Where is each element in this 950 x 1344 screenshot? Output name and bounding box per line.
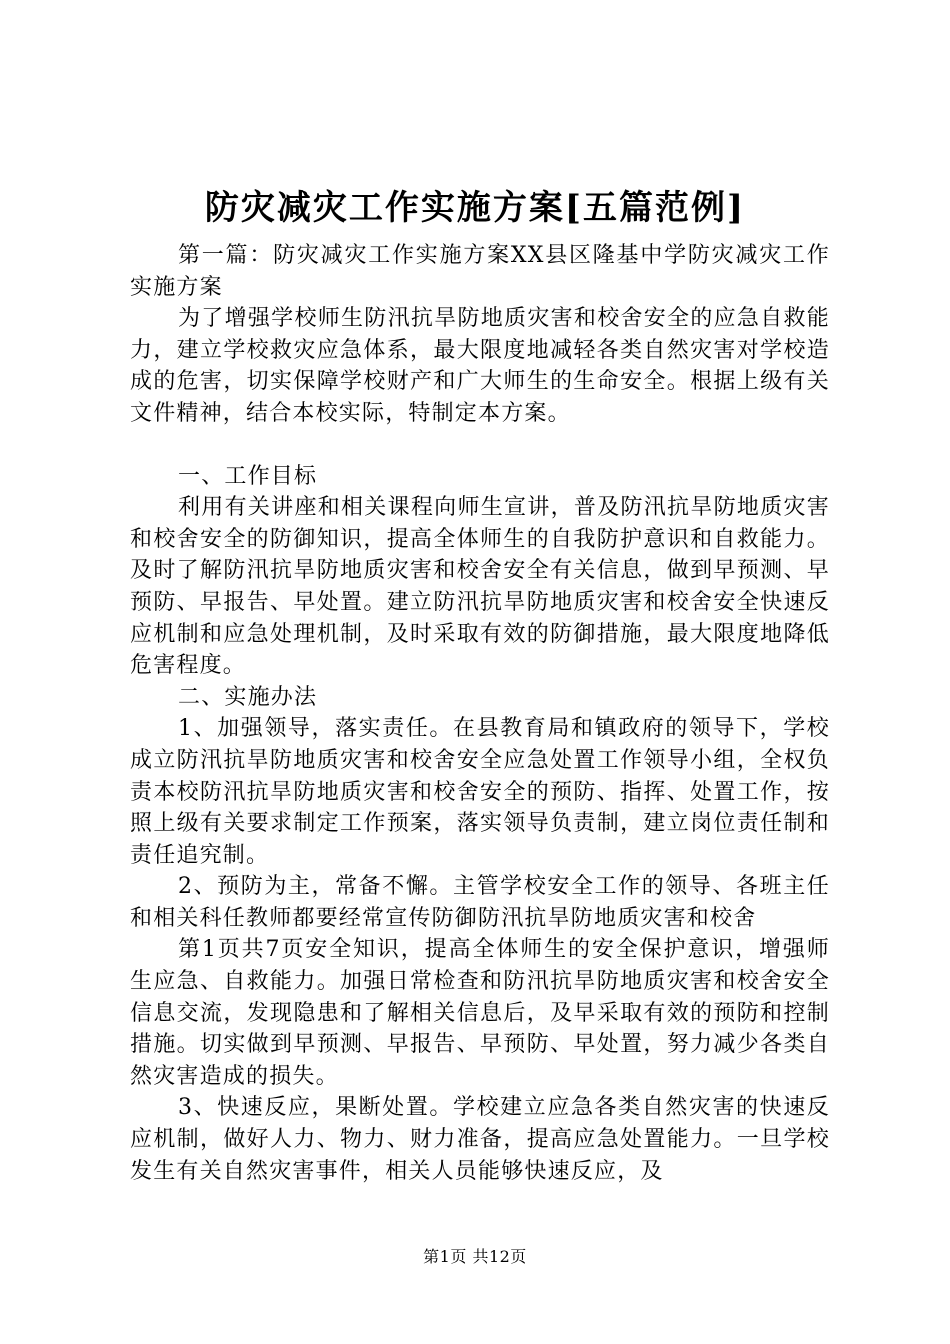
- document-title: 防灾减灾工作实施方案[五篇范例]: [204, 188, 746, 228]
- paragraph-method-2-continued: 第1页共7页安全知识，提高全体师生的安全保护意识，增强师生应急、自救能力。加强日常检查和防汛抗旱防地质灾害和校舍安全信息交流，发现隐患和了解相关信息后，及早采取有效的预防和控制措施。切实做到早预测、早报告、早预防、早处置，努力减少各类自然灾害造成的损失。: [130, 937, 830, 1089]
- paragraph-method-3: 3、快速反应，果断处置。学校建立应急各类自然灾害的快速反应机制，做好人力、物力、财力准备，提高应急处置能力。一旦学校发生有关自然灾害事件，相关人员能够快速反应，及: [130, 1095, 830, 1184]
- document-body: [130, 240, 830, 1187]
- paragraph-intro-heading: 第一篇：防灾减灾工作实施方案XX县区隆基中学防灾减灾工作实施方案: [130, 243, 830, 300]
- section-heading-goals: 一、工作目标: [178, 463, 318, 489]
- section-heading-methods: 二、实施办法: [178, 684, 318, 710]
- paragraph-purpose: 为了增强学校师生防汛抗旱防地质灾害和校舍安全的应急自救能力，建立学校救灾应急体系，最大限度地减轻各类自然灾害对学校造成的危害，切实保障学校财产和广大师生的生命安全。根据上级有关文件精神，结合本校实际，特制定本方案。: [130, 306, 830, 426]
- paragraph-goals: 利用有关讲座和相关课程向师生宣讲，普及防汛抗旱防地质灾害和校舍安全的防御知识，提高全体师生的自我防护意识和自救能力。及时了解防汛抗旱防地质灾害和校舍安全有关信息，做到早预测、早预防、早报告、早处置。建立防汛抗旱防地质灾害和校舍安全快速反应机制和应急处理机制，及时采取有效的防御措施，最大限度地降低危害程度。: [130, 495, 830, 679]
- paragraph-method-1: 1、加强领导，落实责任。在县教育局和镇政府的领导下，学校成立防汛抗旱防地质灾害和校舍安全应急处置工作领导小组，全权负责本校防汛抗旱防地质灾害和校舍安全的预防、指挥、处置工作，按照上级有关要求制定工作预案，落实领导负责制，建立岗位责任制和责任追究制。: [130, 716, 830, 868]
- page-number-footer: 第1页 共12页: [423, 1247, 527, 1266]
- paragraph-method-2: 2、预防为主，常备不懈。主管学校安全工作的领导、各班主任和相关科任教师都要经常宣传防御防汛抗旱防地质灾害和校舍: [130, 874, 830, 931]
